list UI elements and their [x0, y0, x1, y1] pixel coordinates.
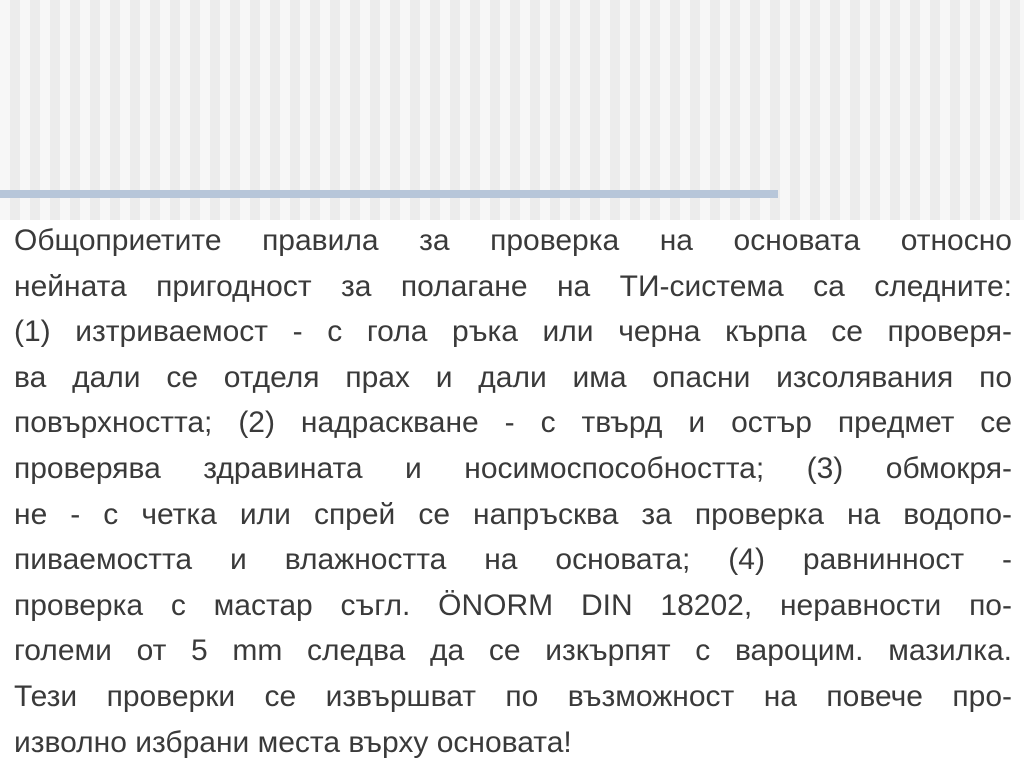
paragraph-line: проверка с мастар съгл. ÖNORM DIN 18202, неравности по-	[14, 588, 1012, 622]
title-underline-rule	[0, 190, 778, 198]
paragraph-line: повърхността; (2) надраскване - с твърд и остър предмет се	[14, 406, 1012, 440]
paragraph-line: не - с четка или спрей се напръсква за проверка на водопо-	[14, 497, 1012, 531]
paragraph-line: проверява здравината и носимоспособността; (3) обмокря-	[14, 451, 1012, 485]
paragraph-line: пиваемостта и влажността на основата; (4) равнинност -	[14, 543, 1012, 577]
paragraph-line: нейната пригодност за полагане на ТИ-система са следните:	[14, 269, 1012, 303]
paragraph-line: изволно избрани места върху основата!	[14, 725, 572, 759]
paragraph-line: (1) изтриваемост - с гола ръка или черна кърпа се проверя-	[14, 315, 1012, 349]
paragraph-line: Общоприетите правила за проверка на основата относно	[14, 224, 1012, 257]
paragraph-line: ва дали се отделя прах и дали има опасни изсолявания по	[14, 360, 1012, 394]
slide-header-background	[0, 0, 1024, 220]
paragraph-line: Тези проверки се извършват по възможност на повече про-	[14, 679, 1012, 713]
paragraph-line: големи от 5 mm следва да се изкърпят с вароцим. мазилка.	[14, 634, 1012, 668]
slide-body-paragraph	[14, 218, 1012, 765]
